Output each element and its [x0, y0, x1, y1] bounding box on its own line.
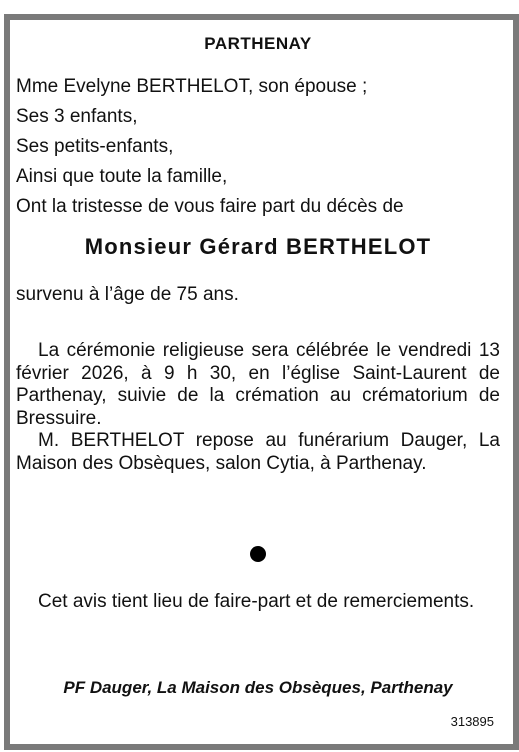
deceased-name: Monsieur Gérard BERTHELOT	[84, 234, 432, 259]
family-line-family: Ainsi que toute la famille,	[16, 166, 228, 187]
funeral-home-signature: PF Dauger, La Maison des Obsèques, Parthenay	[63, 678, 453, 697]
announcement-line: Ont la tristesse de vous faire part du décès de	[16, 196, 404, 217]
notice-reference-number: 313895	[450, 714, 494, 729]
family-line-grandchildren: Ses petits-enfants,	[16, 136, 174, 157]
closing-text: Cet avis tient lieu de faire-part et de remerciements.	[38, 591, 475, 612]
separator-dot	[250, 546, 266, 562]
age-line: survenu à l’âge de 75 ans.	[16, 284, 239, 305]
family-line-children: Ses 3 enfants,	[16, 106, 138, 127]
rest-place-text: M. BERTHELOT repose au funérarium Dauger, La Maison des Obsèques, salon Cytia, à Parthenay.	[16, 430, 500, 474]
ceremony-paragraph	[16, 340, 500, 430]
rest-place-paragraph	[16, 430, 500, 475]
family-line-spouse: Mme Evelyne BERTHELOT, son épouse ;	[16, 76, 368, 97]
closing-paragraph	[16, 591, 500, 614]
ceremony-text: La cérémonie religieuse sera célébrée le vendredi 13 février 2026, à 9 h 30, en l’église Saint-Laurent de Parthenay, suivie de la crémation au crématorium de Bressuire.	[16, 340, 500, 429]
notice-city-heading: PARTHENAY	[204, 34, 312, 53]
